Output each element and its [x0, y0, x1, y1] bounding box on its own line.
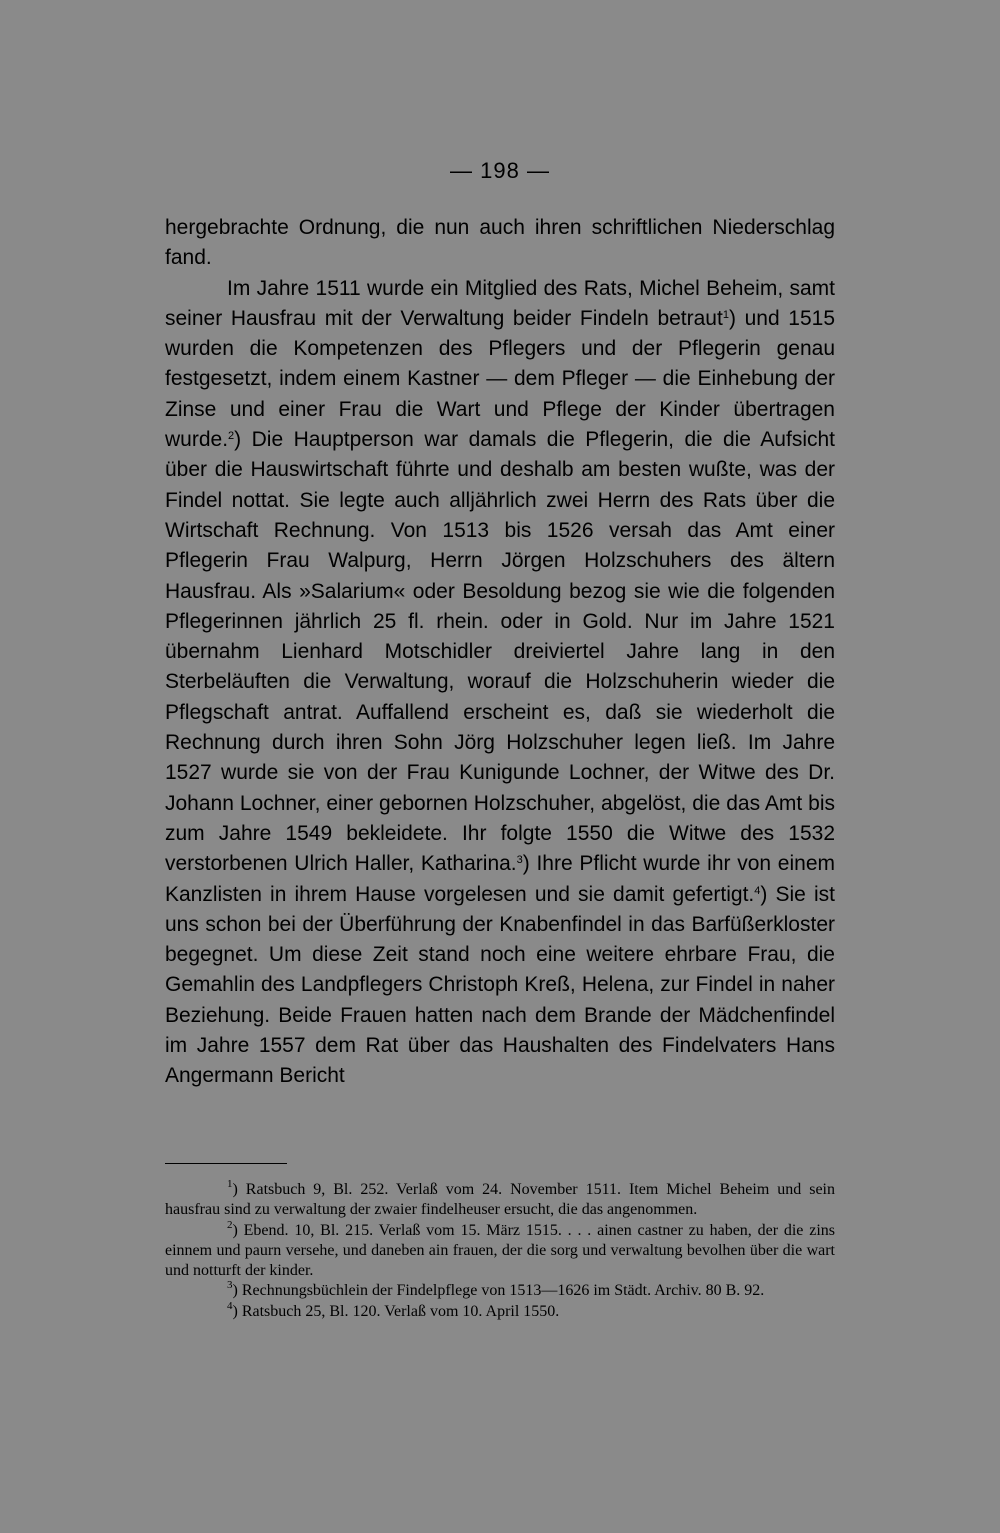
footnote-text: ) Ratsbuch 25, Bl. 120. Verlaß vom 10. April 1550.: [232, 1302, 560, 1320]
footnote-mark: 4: [227, 1299, 233, 1312]
text-run: hergebrachte Ordnung, die nun auch ihren schriftlichen Niederschlag fand.: [165, 216, 835, 270]
footnote-text: ) Ratsbuch 9, Bl. 252. Verlaß vom 24. November 1511. Item Michel Beheim und sein hausfrau sind zu verwaltung der zwaier findelheuser ersucht, die das angenommen.: [165, 1181, 835, 1219]
paragraph: [165, 213, 835, 274]
footnote-ref: 4: [754, 884, 761, 897]
footnote-ref: 1: [722, 308, 729, 321]
page-number: — 198 —: [450, 158, 550, 183]
footnote-divider: [165, 1163, 287, 1164]
footnote: [165, 1299, 835, 1322]
footnote-text: ) Rechnungsbüchlein der Findelpflege von 1513—1626 im Städt. Archiv. 80 B. 92.: [232, 1282, 765, 1300]
text-run: Im Jahre 1511 wurde ein Mitglied des Rats, Michel Beheim, samt seiner Hausfrau mit der Verwaltung beider Findeln betraut: [165, 276, 835, 330]
body-text: [165, 213, 835, 1092]
footnote: [165, 1218, 835, 1282]
footnotes: [165, 1180, 835, 1322]
footnote-mark: 2: [227, 1218, 233, 1231]
footnote-ref: 2: [228, 430, 235, 443]
paragraph: [165, 274, 835, 1092]
footnote: [165, 1281, 835, 1301]
text-run: ) und 1515 wurden die Kompetenzen des Pflegers und der Pflegerin genau festgesetzt, indem einem Kastner — dem Pfleger — die Einhebung der Zinse und einer Frau die Wart und Pflege der Kinder übertragen wurde.: [165, 306, 835, 452]
footnote-mark: 3: [227, 1279, 233, 1292]
text-run: ) Sie ist uns schon bei der Überführung der Knabenfindel in das Barfüßerkloster begegnet. Um diese Zeit stand noch eine weitere ehrbare Frau, die Gemahlin des Landpflegers Christoph Kreß, Helena, zur Findel in naher Beziehung. Beide Frauen hatten nach dem Brande der Mädchenfindel im Jahre 1557 dem Rat über das Haushalten des Findelvaters Hans Angermann Bericht: [165, 882, 835, 1088]
footnote: [165, 1180, 835, 1221]
text-run: ) Die Hauptperson war damals die Pflegerin, die die Aufsicht über die Hauswirtschaft führte und deshalb am besten wußte, was der Findel nottat. Sie legte auch alljährlich zwei Herrn des Rats über die Wirtschaft Rechnung. Von 1513 bis 1526 versah das Amt einer Pflegerin Frau Walpurg, Herrn Jörgen Holzschuhers des ältern Hausfrau. Als »Salarium« oder Besoldung bezog sie wie die folgenden Pflegerinnen jährlich 25 fl. rhein. oder in Gold. Nur im Jahre 1521 übernahm Lienhard Motschidler dreiviertel Jahre lang in den Sterbeläuften die Verwaltung, worauf die Holzschuherin wieder die Pflegschaft antrat. Auffallend erscheint es, daß sie wiederholt die Rechnung durch ihren Sohn Jörg Holzschuher legen ließ. Im Jahre 1527 wurde sie von der Frau Kunigunde Lochner, der Witwe des Dr. Johann Lochner, einer gebornen Holzschuher, abgelöst, die das Amt bis zum Jahre 1549 bekleidete. Ihr folgte 1550 die Witwe des 1532 verstorbenen Ulrich Haller, Katharina.: [165, 428, 835, 876]
footnote-ref: 3: [516, 854, 523, 867]
text-run: ) Ihre Pflicht wurde ihr von einem Kanzlisten in ihrem Hause vorgelesen und sie damit gefertigt.: [165, 852, 835, 906]
footnote-mark: 1: [227, 1178, 233, 1190]
footnote-text: ) Ebend. 10, Bl. 215. Verlaß vom 15. März 1515. . . . ainen castner zu haben, der die zins einnem und paurn versehe, und daneben ain frauen, der die sorg und verwaltung bevolhen über die wart und notturft der kinder.: [165, 1221, 835, 1280]
